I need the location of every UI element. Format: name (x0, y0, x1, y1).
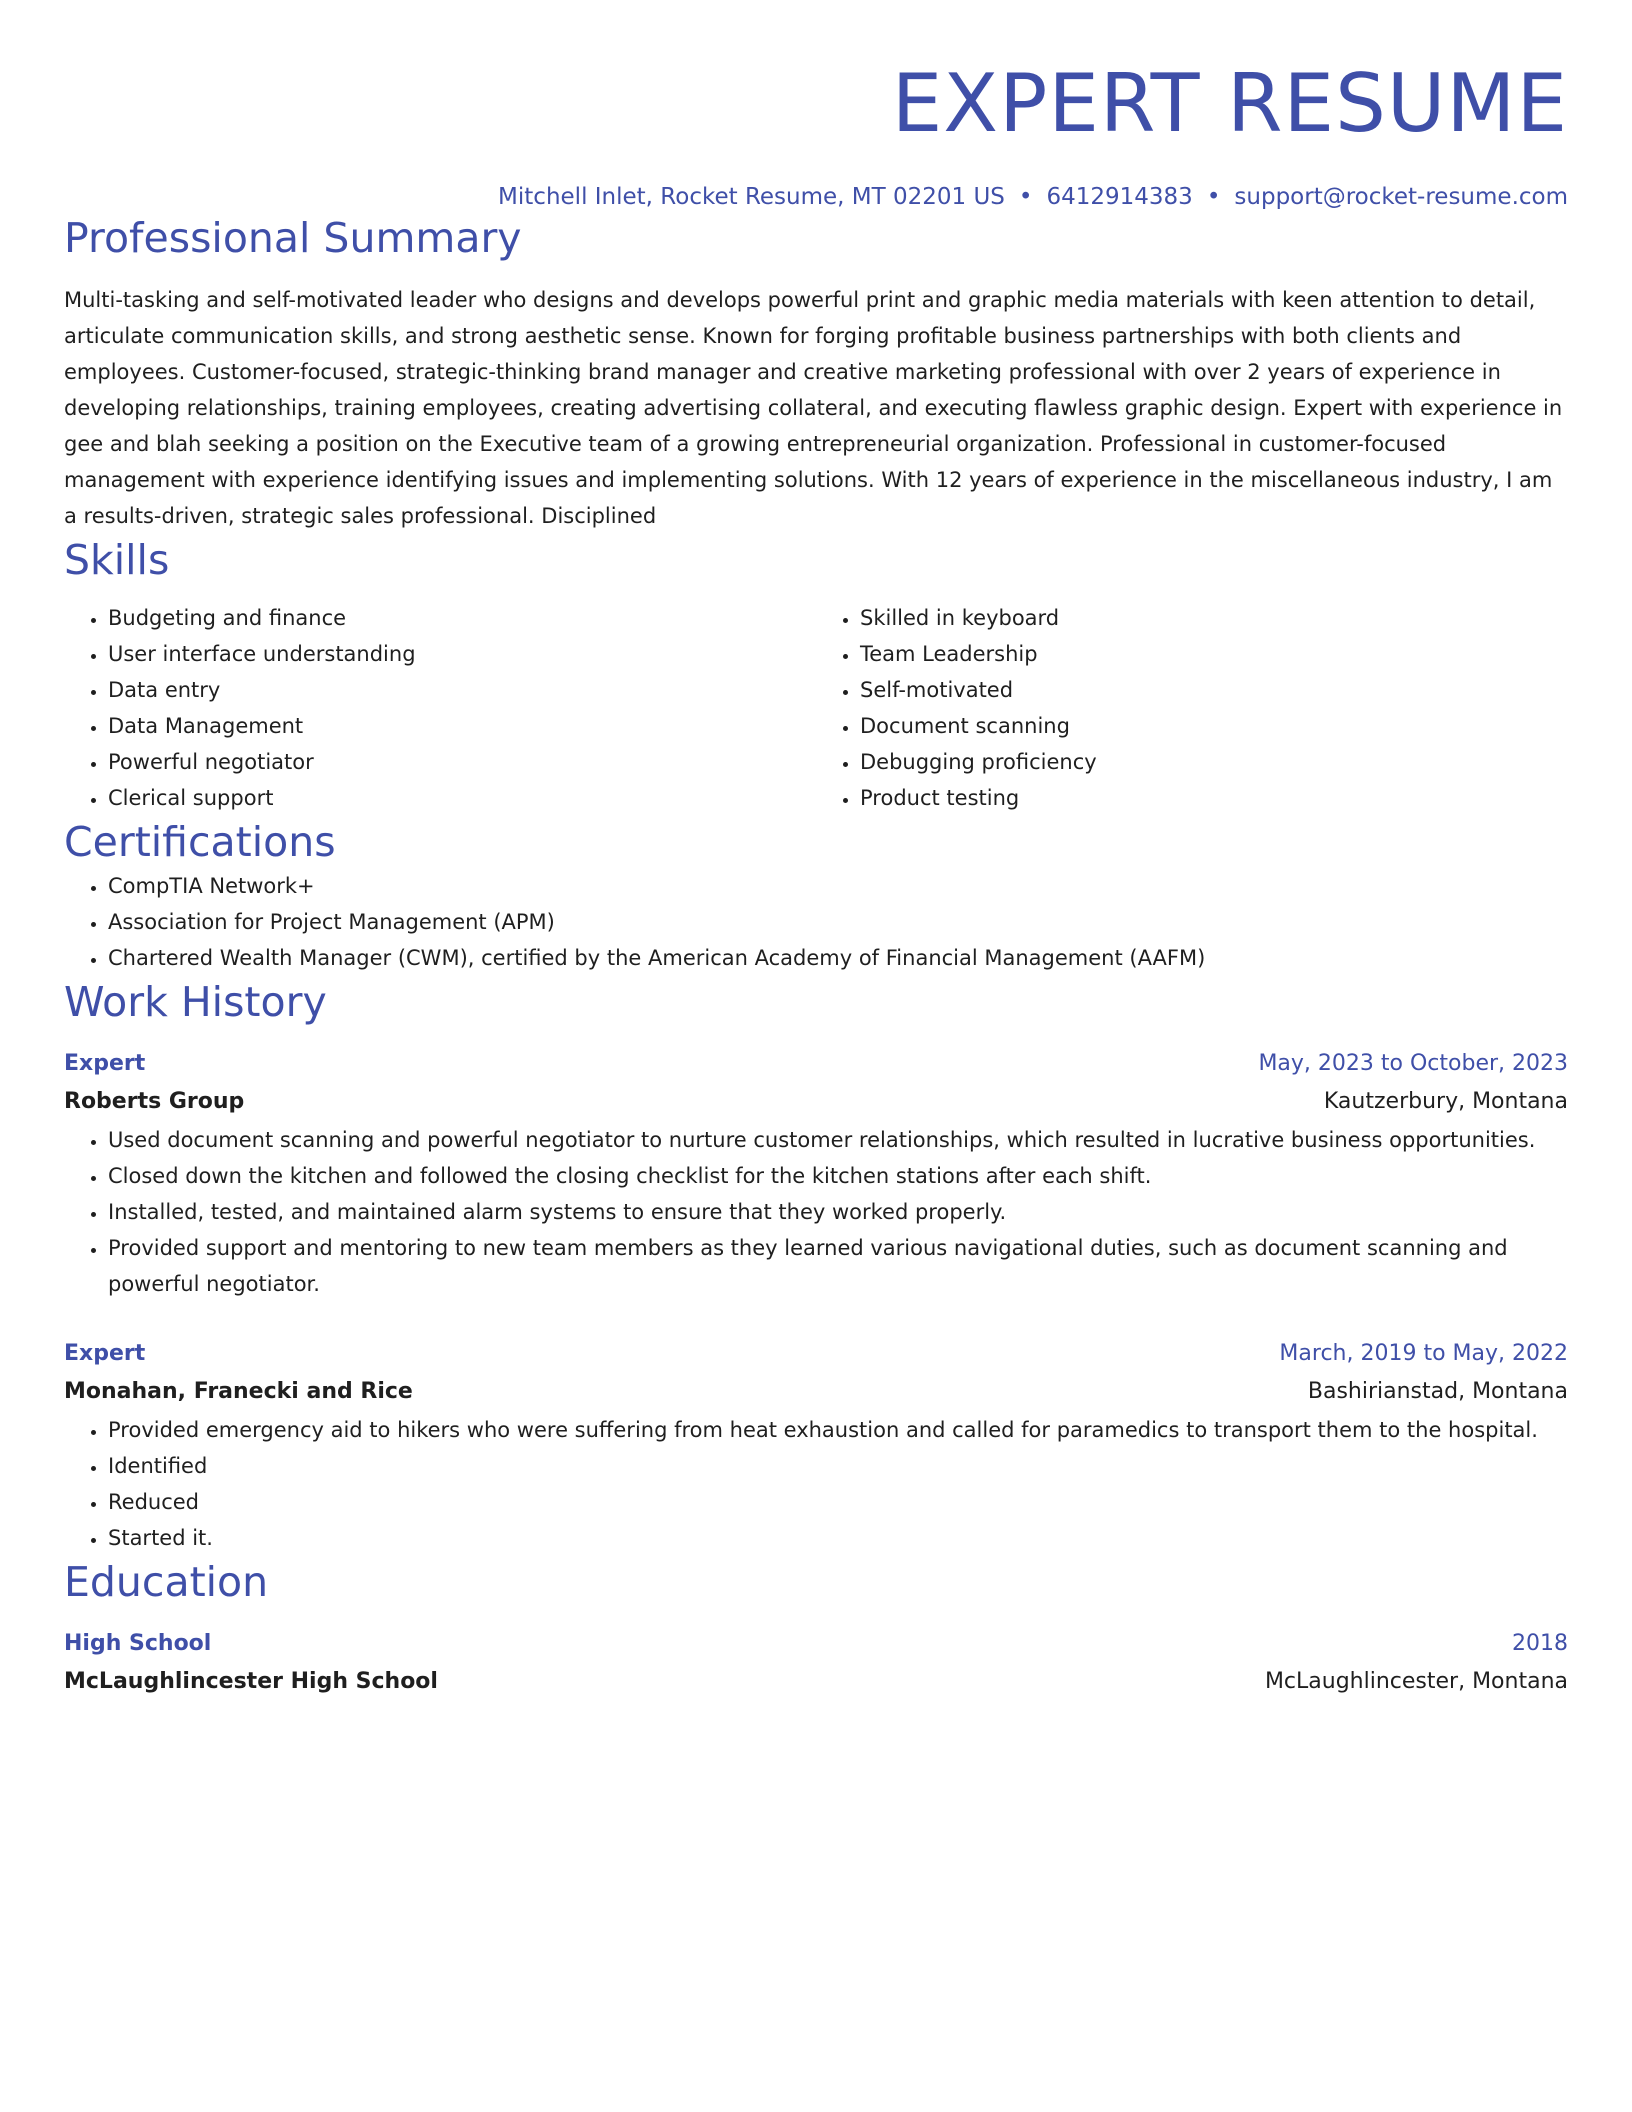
job-company-row (64, 1372, 1568, 1412)
summary-heading: Professional Summary (64, 214, 522, 262)
job-dates: March, 2019 to May, 2022 (1279, 1341, 1568, 1366)
skills-list-right (816, 600, 1568, 816)
job-duty: • Started it. (108, 1520, 1568, 1556)
education-degree: High School (64, 1631, 212, 1656)
job-duty: • Used document scanning and powerful negotiator to nurture customer relationships, which resulted in lucrative business opportunities. (108, 1122, 1568, 1158)
resume-name: EXPERT RESUME (891, 57, 1568, 150)
job-company-row (64, 1082, 1568, 1122)
job-location: Kautzerbury, Montana (1323, 1089, 1568, 1114)
job-duties-list (64, 1122, 1568, 1302)
work-history-heading: Work History (64, 978, 327, 1026)
job-role-row (64, 1336, 1568, 1372)
job-dates: May, 2023 to October, 2023 (1258, 1051, 1568, 1076)
skill-item: • Data Management (108, 708, 816, 744)
job-company: Monahan, Franecki and Rice (64, 1379, 413, 1404)
certification-item: • CompTIA Network+ (108, 868, 1568, 904)
job-duty: • Provided support and mentoring to new team members as they learned various navigational duties, such as document scanning and powerful negotiator. (108, 1230, 1568, 1302)
skill-item: • Powerful negotiator (108, 744, 816, 780)
certifications-list (64, 868, 1568, 976)
job-duty: • Identified (108, 1448, 1568, 1484)
skill-item: • User interface understanding (108, 636, 816, 672)
certification-item: • Chartered Wealth Manager (CWM), certified by the American Academy of Financial Management (AAFM) (108, 940, 1568, 976)
skill-item: • Debugging proficiency (860, 744, 1568, 780)
job-duties-list (64, 1412, 1568, 1556)
job-company: Roberts Group (64, 1089, 245, 1114)
job-role: Expert (64, 1341, 146, 1366)
skills-heading: Skills (64, 536, 170, 584)
job-duty: • Reduced (108, 1484, 1568, 1520)
education-heading: Education (64, 1558, 269, 1606)
skill-item: • Skilled in keyboard (860, 600, 1568, 636)
job-duty: • Closed down the kitchen and followed the closing checklist for the kitchen stations after each shift. (108, 1158, 1568, 1194)
skill-item: • Data entry (108, 672, 816, 708)
job-role: Expert (64, 1051, 146, 1076)
job-duty: • Provided emergency aid to hikers who were suffering from heat exhaustion and called for paramedics to transport them to the hospital. (108, 1412, 1568, 1448)
education-entry (64, 1626, 1568, 1702)
education-degree-row (64, 1626, 1568, 1662)
skills-list-left (64, 600, 816, 816)
job-duty: • Installed, tested, and maintained alarm systems to ensure that they worked properly. (108, 1194, 1568, 1230)
summary-text: Multi-tasking and self-motivated leader who designs and develops powerful print and graphic media materials with keen attention to detail, articulate communication skills, and strong aesthetic sense. Known for forging profitable business partnerships with both clients and employees. Customer-focused, strategic-thinking brand manager and creative marketing professional with over 2 years of experience in developing relationships, training employees, creating advertising collateral, and executing flawless graphic design. Expert with experience in gee and blah seeking a position on the Executive team of a growing entrepreneurial organization. Professional in customer-focused management with experience identifying issues and implementing solutions. With 12 years of experience in the miscellaneous industry, I am a results-driven, strategic sales professional. Disciplined (64, 288, 1563, 528)
education-school: McLaughlincester High School (64, 1669, 438, 1694)
contact-line (64, 182, 1568, 212)
contact-separator: • (1018, 184, 1033, 210)
skill-item: • Document scanning (860, 708, 1568, 744)
job-role-row (64, 1046, 1568, 1082)
skills-columns (64, 600, 1568, 816)
contact-address: Mitchell Inlet, Rocket Resume, MT 02201 US (498, 184, 1005, 210)
skill-item: • Self-motivated (860, 672, 1568, 708)
contact-email: support@rocket-resume.com (1234, 184, 1568, 210)
resume-header (64, 56, 1568, 212)
skill-item: • Budgeting and finance (108, 600, 816, 636)
skill-item: • Clerical support (108, 780, 816, 816)
education-location: McLaughlincester, Montana (1264, 1669, 1568, 1694)
job-location: Bashirianstad, Montana (1307, 1379, 1568, 1404)
certification-item: • Association for Project Management (APM) (108, 904, 1568, 940)
education-school-row (64, 1662, 1568, 1702)
education-year: 2018 (1512, 1631, 1568, 1656)
skill-item: • Product testing (860, 780, 1568, 816)
job-entry (64, 1336, 1568, 1556)
contact-separator: • (1206, 184, 1221, 210)
skill-item: • Team Leadership (860, 636, 1568, 672)
certifications-heading: Certifications (64, 818, 336, 866)
contact-phone: 6412914383 (1046, 184, 1193, 210)
job-entry (64, 1046, 1568, 1302)
